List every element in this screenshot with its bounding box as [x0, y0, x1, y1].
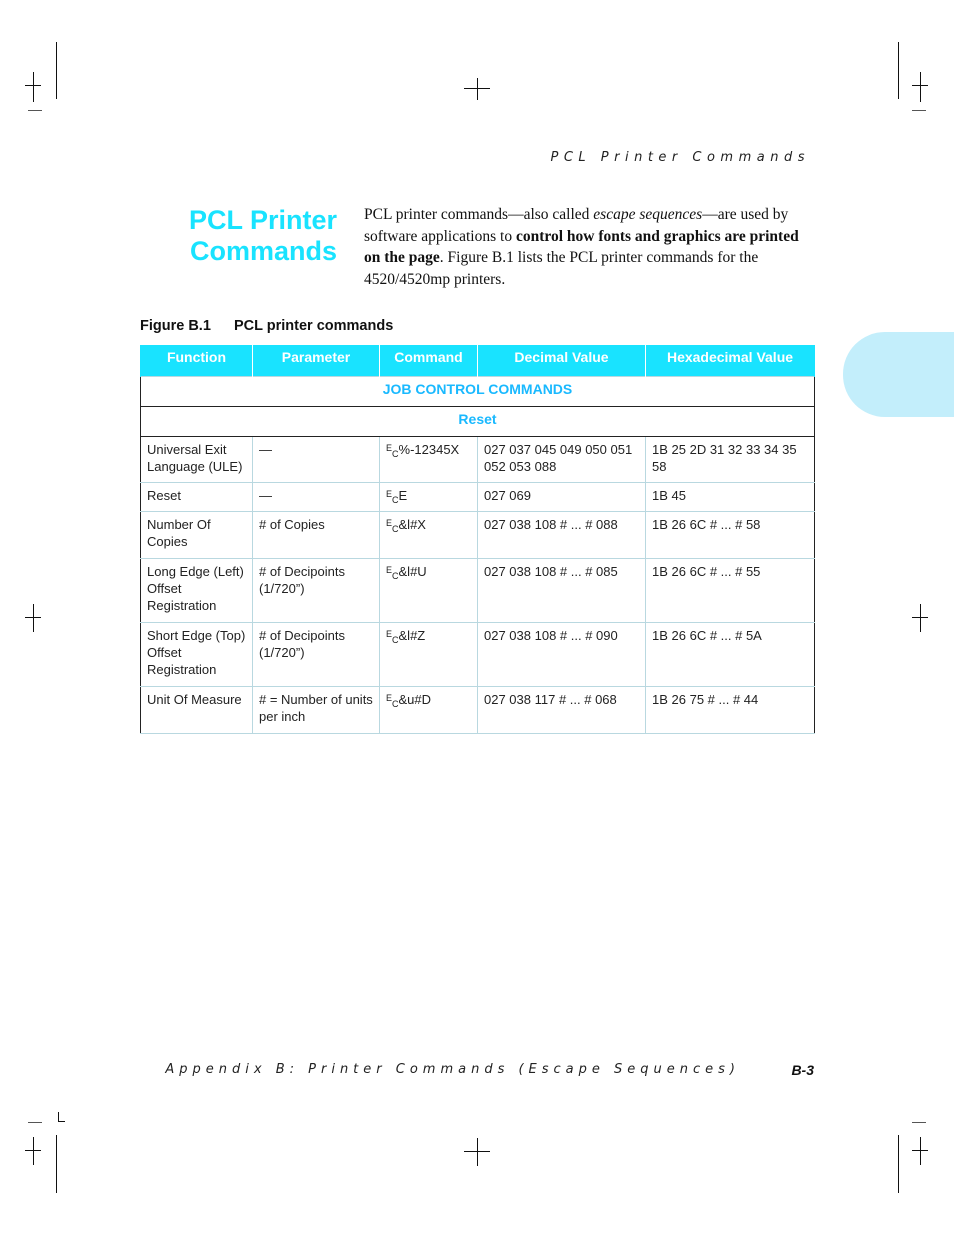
escape-sequence: [386, 692, 431, 707]
decimal-cell: 027 038 108 # ... # 090: [478, 622, 646, 686]
header-parameter: Parameter: [253, 345, 380, 376]
escape-prefix-top: E: [386, 517, 393, 528]
table-row: [141, 558, 815, 622]
escape-sequence: [386, 564, 427, 579]
command-text: E: [398, 487, 408, 503]
hex-cell: 1B 26 6C # ... # 5A: [646, 622, 815, 686]
escape-prefix-top: E: [386, 488, 393, 499]
intro-text-3: . Figure B.1 lists the PCL printer commands for the 4520/4520mp printers.: [364, 249, 759, 288]
command-cell: [380, 686, 478, 733]
decimal-cell: 027 037 045 049 050 051 052 053 088: [478, 436, 646, 482]
running-head: PCL Printer Commands: [550, 150, 810, 165]
command-text: &u#D: [398, 691, 432, 707]
section-title: [150, 205, 337, 267]
command-cell: [380, 622, 478, 686]
figure-title: PCL printer commands: [234, 318, 394, 334]
header-decimal-value: Decimal Value: [478, 345, 646, 376]
table-header-row: [141, 345, 815, 376]
function-cell: Universal Exit Language (ULE): [141, 436, 253, 482]
table-row: [141, 482, 815, 511]
escape-sequence: [386, 517, 426, 532]
intro-emphasis: escape sequences: [593, 206, 703, 223]
decimal-cell: 027 038 108 # ... # 085: [478, 558, 646, 622]
escape-prefix-bottom: C: [392, 698, 399, 709]
header-function: Function: [141, 345, 253, 376]
intro-text-1: PCL printer commands—also called: [364, 206, 594, 223]
table-row: [141, 436, 815, 482]
hex-cell: 1B 26 6C # ... # 58: [646, 511, 815, 558]
hex-cell: 1B 25 2D 31 32 33 34 35 58: [646, 436, 815, 482]
section-title-line-2: Commands: [189, 236, 337, 266]
parameter-cell: —: [253, 482, 380, 511]
parameter-cell: # of Decipoints (1/720”): [253, 622, 380, 686]
escape-prefix-bottom: C: [392, 523, 399, 534]
figure-caption: [140, 318, 393, 334]
header-command: Command: [380, 345, 478, 376]
hex-cell: 1B 26 6C # ... # 55: [646, 558, 815, 622]
parameter-cell: # of Decipoints (1/720”): [253, 558, 380, 622]
pcl-commands-table: [140, 345, 815, 734]
command-text: &l#U: [398, 563, 427, 579]
footer-running-title: Appendix B: Printer Commands (Escape Sequences): [165, 1062, 740, 1077]
escape-prefix-top: E: [386, 628, 393, 639]
subsection-row: [141, 406, 815, 436]
escape-prefix-top: E: [386, 692, 393, 703]
command-cell: [380, 558, 478, 622]
decimal-cell: 027 038 117 # ... # 068: [478, 686, 646, 733]
command-cell: [380, 511, 478, 558]
table-row: [141, 622, 815, 686]
command-cell: [380, 436, 478, 482]
parameter-cell: # = Number of units per inch: [253, 686, 380, 733]
section-heading: JOB CONTROL COMMANDS: [141, 376, 815, 406]
figure-number: Figure B.1: [140, 318, 211, 334]
hex-cell: 1B 26 75 # ... # 44: [646, 686, 815, 733]
table-row: [141, 686, 815, 733]
escape-prefix-bottom: C: [392, 634, 399, 645]
function-cell: Long Edge (Left) Offset Registration: [141, 558, 253, 622]
table-row: [141, 511, 815, 558]
section-row: [141, 376, 815, 406]
command-text: &l#Z: [398, 627, 426, 643]
function-cell: Short Edge (Top) Offset Registration: [141, 622, 253, 686]
header-hexadecimal-value: Hexadecimal Value: [646, 345, 815, 376]
parameter-cell: —: [253, 436, 380, 482]
command-cell: [380, 482, 478, 511]
parameter-cell: # of Copies: [253, 511, 380, 558]
decimal-cell: 027 069: [478, 482, 646, 511]
intro-paragraph: [364, 204, 814, 290]
escape-sequence: [386, 628, 425, 643]
page-number: B-3: [791, 1062, 814, 1078]
intro-bold: control how fonts and graphics are printed on the page: [364, 227, 799, 266]
function-cell: Unit Of Measure: [141, 686, 253, 733]
function-cell: Number Of Copies: [141, 511, 253, 558]
escape-prefix-top: E: [386, 442, 393, 453]
command-text: %-12345X: [398, 441, 460, 457]
decimal-cell: 027 038 108 # ... # 088: [478, 511, 646, 558]
chapter-side-tab: [843, 332, 954, 417]
intro-text-2: —are used by software applications to: [364, 206, 789, 245]
subsection-heading: Reset: [141, 406, 815, 436]
escape-prefix-bottom: C: [392, 448, 399, 459]
section-title-line-1: PCL Printer: [188, 205, 337, 235]
escape-sequence: [386, 488, 407, 503]
function-cell: Reset: [141, 482, 253, 511]
hex-cell: 1B 45: [646, 482, 815, 511]
escape-sequence: [386, 442, 459, 457]
escape-prefix-bottom: C: [392, 494, 399, 505]
escape-prefix-top: E: [386, 564, 393, 575]
command-text: &l#X: [398, 516, 426, 532]
escape-prefix-bottom: C: [392, 570, 399, 581]
